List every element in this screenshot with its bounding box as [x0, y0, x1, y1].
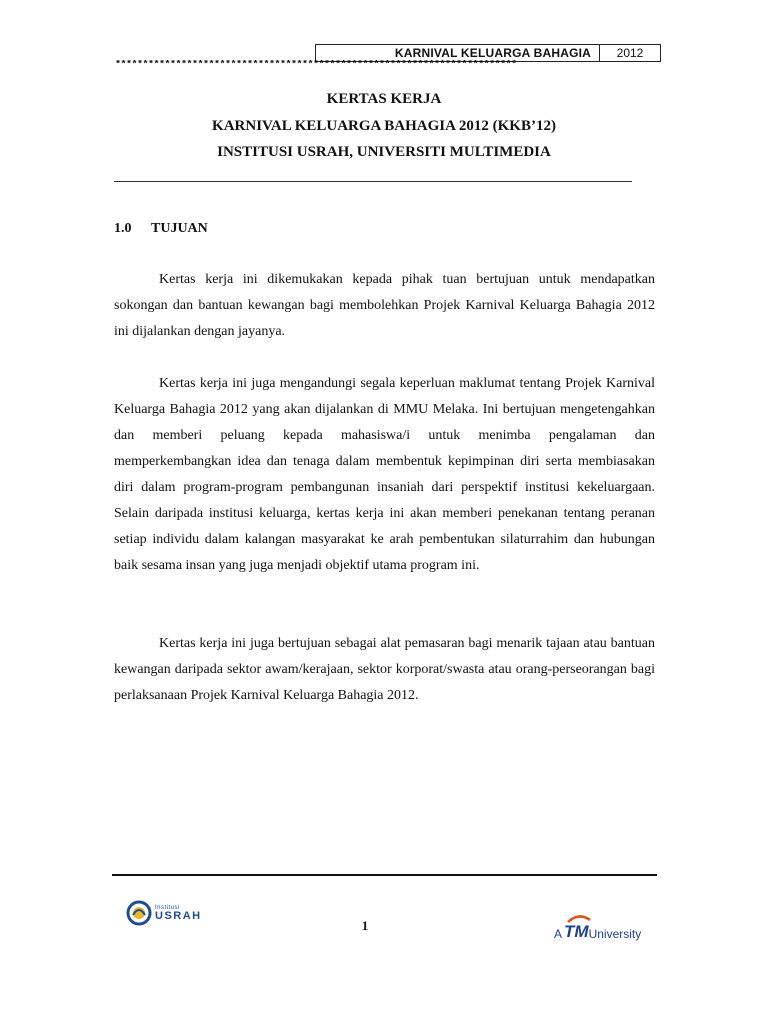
- tm-swoosh-icon: [566, 914, 592, 924]
- tm-logo-prefix: A: [554, 927, 563, 941]
- tm-logo-brand-text: TM: [564, 922, 589, 941]
- paragraph-2-text: Kertas kerja ini juga mengandungi segala keperluan maklumat tentang Projek Karnival Keluarga Bahagia 2012 yang akan dijalankan di MMU Melaka. Ini bertujuan mengetengahkan dan memberi peluang kepada mahasiswa/i untuk menimba pengalaman dan memperkembangkan idea dan tenaga dalam membentuk kepimpinan diri serta membiasakan diri dalam program-program pembangunan insaniah dari perspektif institusi kekeluargaan. Selain daripada institusi keluarga, kertas kerja ini akan memberi penekanan tentang peranan setiap individu dalam kalangan masyarakat ke arah pembentukan silaturrahim dan hubungan baik sesama insan yang juga menjadi objektif utama program ini.: [114, 376, 655, 573]
- usrah-logo-text: [155, 905, 202, 922]
- header-title: KARNIVAL KELUARGA BAHAGIA: [316, 45, 600, 61]
- section-title: TUJUAN: [151, 221, 208, 236]
- paragraph-3: [114, 631, 655, 709]
- tm-logo-brand: [564, 922, 589, 942]
- document-title: KERTAS KERJA: [326, 91, 442, 107]
- header-year: 2012: [616, 46, 644, 60]
- footer-rule: [112, 874, 657, 876]
- page-number: 1: [361, 918, 369, 933]
- section-number: 1.0: [114, 221, 132, 236]
- institution-title: INSTITUSI USRAH, UNIVERSITI MULTIMEDIA: [217, 144, 551, 160]
- paragraph-1: [114, 267, 655, 345]
- star-divider: *************************************************************************: [115, 60, 517, 71]
- section-heading: [114, 221, 208, 237]
- usrah-logo-big-text: USRAH: [155, 909, 202, 922]
- usrah-emblem-icon: [126, 900, 152, 926]
- usrah-logo-small-text: Institusi: [155, 904, 180, 911]
- paragraph-2: [114, 371, 655, 579]
- title-underline: [114, 181, 632, 182]
- tm-logo-suffix: University: [588, 927, 642, 941]
- paragraph-1-text: Kertas kerja ini dikemukakan kepada pihak tuan bertujuan untuk mendapatkan sokongan dan bantuan kewangan bagi membolehkan Projek Karnival Keluarga Bahagia 2012 ini dijalankan dengan jayanya.: [114, 272, 655, 339]
- event-title: KARNIVAL KELUARGA BAHAGIA 2012 (KKB’12): [212, 118, 556, 134]
- usrah-logo: [126, 896, 206, 930]
- paragraph-3-text: Kertas kerja ini juga bertujuan sebagai alat pemasaran bagi menarik tajaan atau bantuan kewangan daripada sektor awam/kerajaan, sektor korporat/swasta atau orang-perseorangan bagi perlaksanaan Projek Karnival Keluarga Bahagia 2012.: [114, 636, 655, 703]
- tm-university-logo: [554, 912, 659, 942]
